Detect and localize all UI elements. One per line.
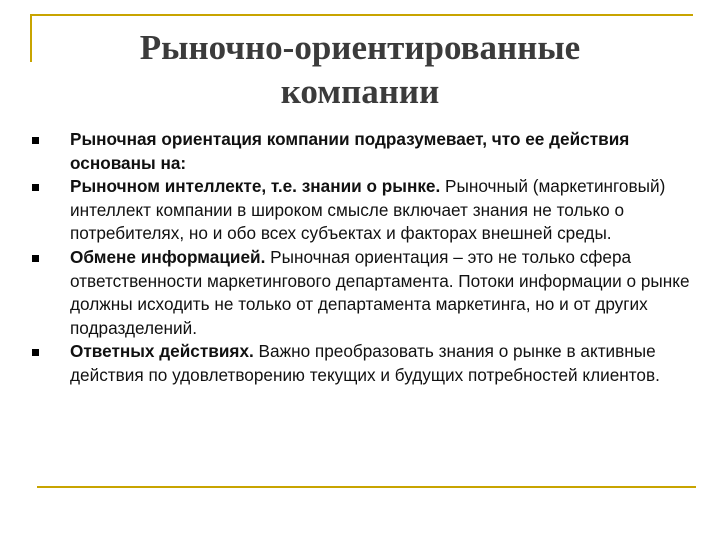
frame-left-line — [30, 14, 32, 62]
square-bullet-icon — [32, 184, 39, 191]
bullet-lead: Рыночном интеллекте, т.е. знании о рынке. — [70, 176, 441, 197]
bullet-lead: Рыночная ориентация компании подразумевает, что ее действия основаны на: — [70, 129, 630, 173]
bullet-item-market-intelligence — [28, 175, 708, 246]
frame-bottom-line — [37, 486, 696, 488]
bullet-lead: Ответных действиях. — [70, 341, 254, 362]
slide-title-line-1: Рыночно-ориентированные — [139, 28, 581, 67]
bullet-text: Рыночный (маркетинговый) интеллект компании в широком смысле включает знания не только о потребителях, но и обо всех субъектах и факторах внешней среды. — [70, 176, 666, 244]
slide-title-line-2: компании — [280, 72, 440, 111]
square-bullet-icon — [32, 349, 39, 356]
frame-top-line — [30, 14, 693, 16]
bullet-text: Рыночная ориентация – это не только сфера ответственности маркетингового департамента. Потоки информации о рынке должны исходить не только от департамента маркетинга, но и от других подразделений. — [70, 246, 690, 338]
square-bullet-icon — [32, 255, 39, 262]
slide-title — [40, 26, 680, 114]
bullet-item-market-orientation — [28, 128, 708, 175]
bullet-lead: Обмене информацией. — [70, 246, 266, 267]
bullet-text: Важно преобразовать знания о рынке в активные действия по удовлетворению текущих и будущих потребностей клиентов. — [70, 341, 660, 385]
bullet-item-responsive-actions — [28, 340, 708, 387]
square-bullet-icon — [32, 137, 39, 144]
bullet-list — [28, 128, 708, 388]
bullet-item-information-exchange — [28, 246, 708, 340]
